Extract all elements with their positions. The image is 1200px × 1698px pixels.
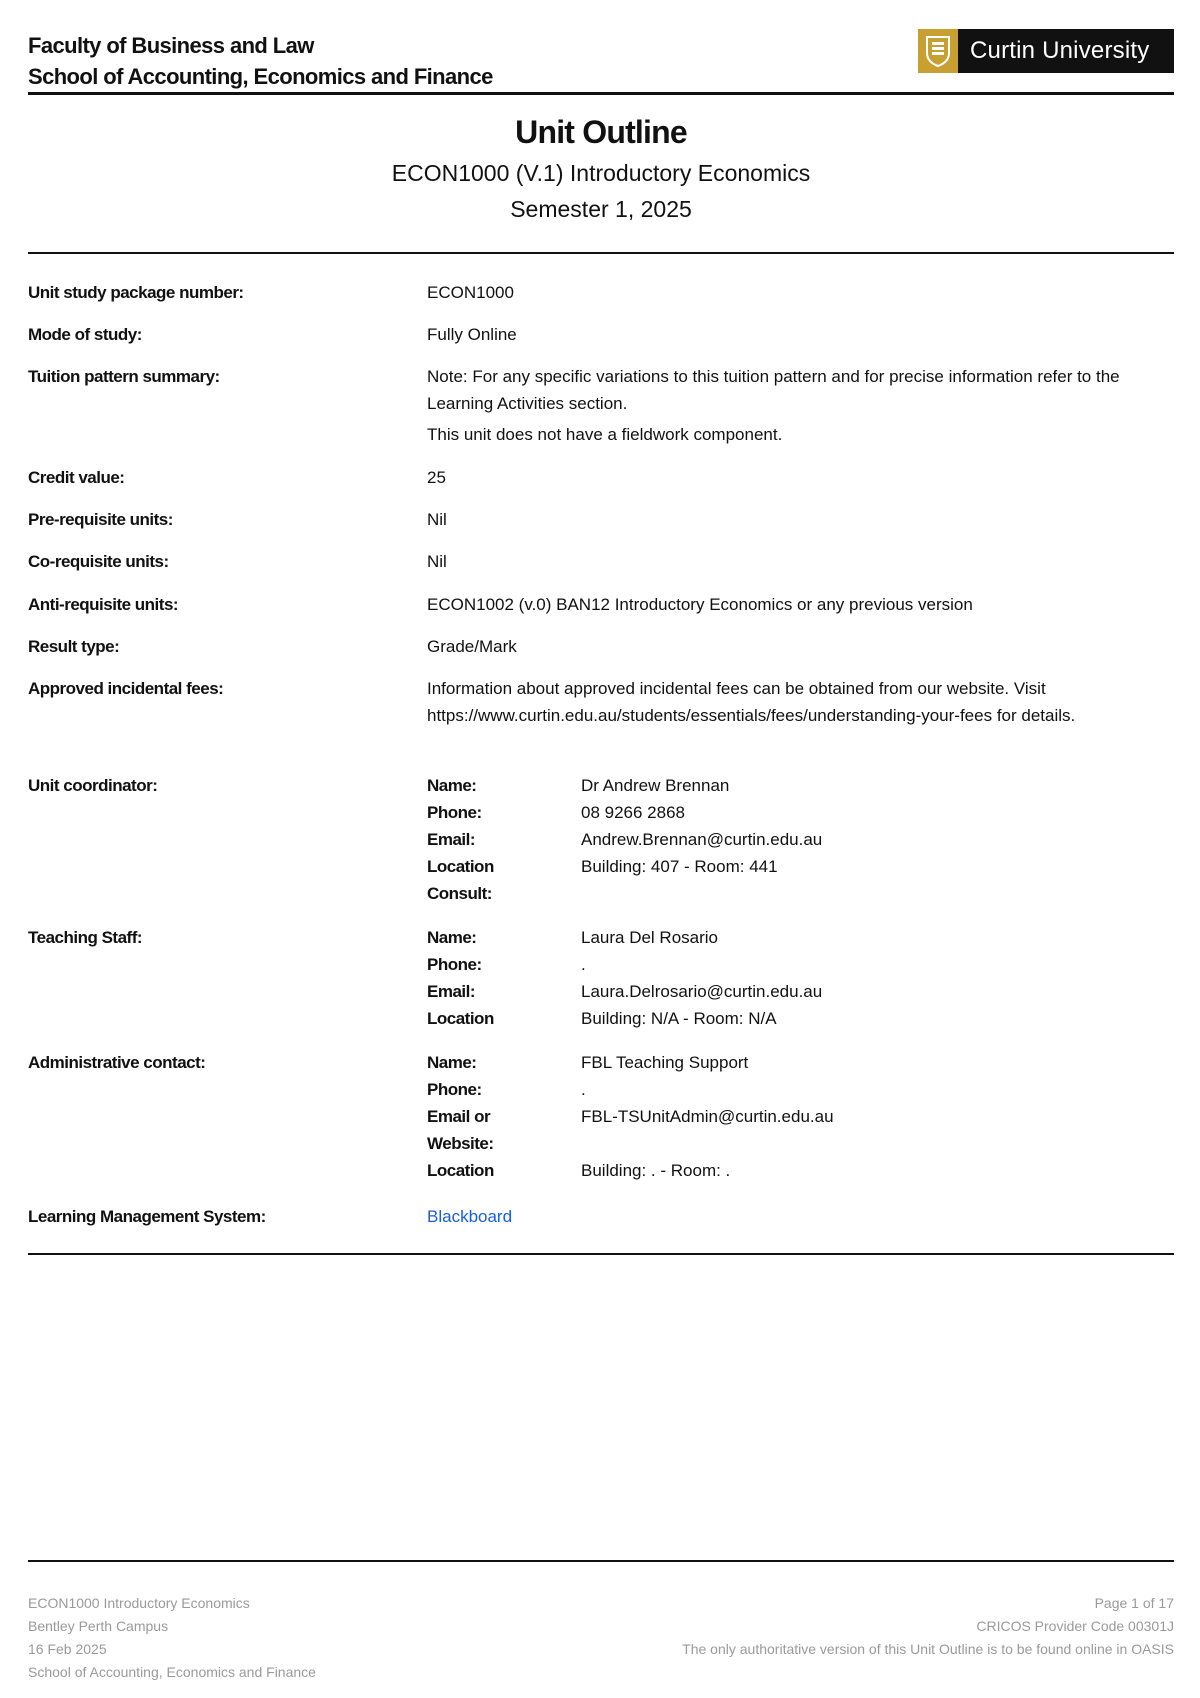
- credit-label: Credit value:: [28, 468, 125, 487]
- coordinator-location: Building: 407 - Room: 441: [581, 857, 778, 876]
- name-key: Name:: [427, 776, 477, 795]
- admin-name: FBL Teaching Support: [581, 1053, 749, 1072]
- teaching-phone: .: [581, 955, 586, 974]
- coordinator-name-line: [427, 772, 1174, 799]
- location-key: Location: [427, 1009, 494, 1028]
- phone-key: Phone:: [427, 1080, 482, 1099]
- details-end-rule: [28, 1253, 1174, 1255]
- consult-key: Consult:: [427, 884, 492, 903]
- result-value: Grade/Mark: [427, 637, 517, 656]
- tuition-note: Note: For any specific variations to this tuition pattern and for precise information refer to the Learning Activities section.: [427, 367, 1120, 413]
- admin-name-line: [427, 1049, 1174, 1076]
- coordinator-contact: [427, 772, 1174, 907]
- coreq-value: Nil: [427, 552, 447, 571]
- antireq-label: Anti-requisite units:: [28, 595, 179, 614]
- admin-email-line: [427, 1103, 1174, 1130]
- coordinator-email: Andrew.Brennan@curtin.edu.au: [581, 830, 823, 849]
- admin-location: Building: . - Room: .: [581, 1161, 731, 1180]
- phone-key: Phone:: [427, 955, 482, 974]
- admin-label: Administrative contact:: [28, 1053, 206, 1072]
- blackboard-link[interactable]: Blackboard: [427, 1207, 513, 1226]
- faculty-name: Faculty of Business and Law: [28, 33, 314, 58]
- website-key: Website:: [427, 1134, 494, 1153]
- coreq-label: Co-requisite units:: [28, 552, 169, 571]
- school-name: School of Accounting, Economics and Finance: [28, 64, 493, 89]
- tuition-label: Tuition pattern summary:: [28, 367, 220, 386]
- document-header: [28, 30, 1174, 90]
- coordinator-location-line: [427, 853, 1174, 880]
- footer-campus: Bentley Perth Campus: [28, 1618, 169, 1634]
- footer-date: 16 Feb 2025: [28, 1641, 107, 1657]
- footer-rule: [28, 1560, 1174, 1562]
- teaching-location: Building: N/A - Room: N/A: [581, 1009, 777, 1028]
- unit-outline-page: [28, 0, 1174, 1698]
- antireq-value: ECON1002 (v.0) BAN12 Introductory Economics or any previous version: [427, 595, 973, 614]
- teaching-label: Teaching Staff:: [28, 928, 143, 947]
- lms-label: Learning Management System:: [28, 1207, 266, 1226]
- teaching-email-line: [427, 978, 1174, 1005]
- name-key: Name:: [427, 1053, 477, 1072]
- footer-school: School of Accounting, Economics and Finance: [28, 1664, 316, 1680]
- result-label: Result type:: [28, 637, 120, 656]
- admin-location-line: [427, 1157, 1174, 1184]
- unit-title: ECON1000 (V.1) Introductory Economics: [391, 160, 811, 186]
- fees-value: Information about approved incidental fees can be obtained from our website. Visit https://www.curtin.edu.au/students/essentials/fees/understanding-your-fees for details.: [427, 679, 1076, 725]
- email-key: Email or: [427, 1107, 491, 1126]
- teaching-contact: [427, 924, 1174, 1032]
- teaching-name: Laura Del Rosario: [581, 928, 719, 947]
- teaching-location-line: [427, 1005, 1174, 1032]
- cricos-code: CRICOS Provider Code 00301J: [976, 1618, 1174, 1634]
- curtin-logo: [918, 29, 1174, 73]
- location-key: Location: [427, 1161, 494, 1180]
- tuition-fieldwork: This unit does not have a fieldwork component.: [427, 425, 783, 444]
- admin-phone: .: [581, 1080, 586, 1099]
- coordinator-label: Unit coordinator:: [28, 776, 158, 795]
- coordinator-phone-line: [427, 799, 1174, 826]
- name-key: Name:: [427, 928, 477, 947]
- curtin-shield-icon: [918, 29, 958, 73]
- email-key: Email:: [427, 830, 476, 849]
- email-key: Email:: [427, 982, 476, 1001]
- phone-key: Phone:: [427, 803, 482, 822]
- page-title: Unit Outline: [515, 114, 687, 150]
- footer-unit: ECON1000 Introductory Economics: [28, 1595, 250, 1611]
- prereq-value: Nil: [427, 510, 447, 529]
- teaching-email: Laura.Delrosario@curtin.edu.au: [581, 982, 823, 1001]
- coordinator-name: Dr Andrew Brennan: [581, 776, 730, 795]
- coordinator-email-line: [427, 826, 1174, 853]
- page-number: Page 1 of 17: [1094, 1595, 1174, 1611]
- tuition-value: [427, 363, 1174, 448]
- teaching-phone-line: [427, 951, 1174, 978]
- semester: Semester 1, 2025: [510, 196, 692, 222]
- footer-right: [574, 1592, 1174, 1661]
- prereq-label: Pre-requisite units:: [28, 510, 173, 529]
- admin-phone-line: [427, 1076, 1174, 1103]
- admin-email: FBL-TSUnitAdmin@curtin.edu.au: [581, 1107, 834, 1126]
- usp-label: Unit study package number:: [28, 283, 244, 302]
- credit-value: 25: [427, 468, 446, 487]
- title-rule: [28, 252, 1174, 254]
- location-key: Location: [427, 857, 494, 876]
- authoritative-notice: The only authoritative version of this Unit Outline is to be found online in OASIS: [682, 1641, 1174, 1657]
- coordinator-phone: 08 9266 2868: [581, 803, 685, 822]
- header-rule: [28, 92, 1174, 95]
- admin-contact: [427, 1049, 1174, 1184]
- coordinator-consult-line: [427, 880, 1174, 907]
- logo-wordmark: Curtin University: [970, 37, 1150, 64]
- mode-value: Fully Online: [427, 325, 517, 344]
- admin-website-line: [427, 1130, 1174, 1157]
- mode-label: Mode of study:: [28, 325, 142, 344]
- fees-label: Approved incidental fees:: [28, 679, 224, 698]
- footer-left: [28, 1592, 588, 1684]
- usp-value: ECON1000: [427, 283, 514, 302]
- teaching-name-line: [427, 924, 1174, 951]
